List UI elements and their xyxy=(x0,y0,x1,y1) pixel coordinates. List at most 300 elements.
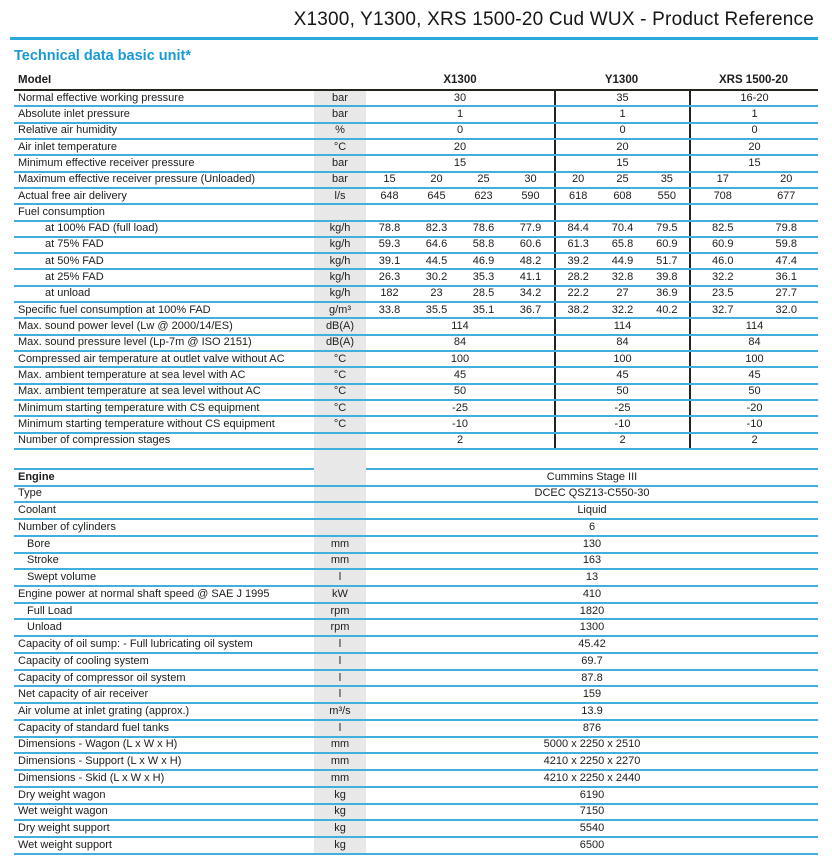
row-label: Capacity of compressor oil system xyxy=(18,672,186,684)
row-label: Air volume at inlet grating (approx.) xyxy=(18,706,190,718)
row-unit: °C xyxy=(333,140,347,153)
table-row xyxy=(14,368,818,384)
model-group-0 xyxy=(366,254,554,268)
value-cell: 79.8 xyxy=(775,222,797,235)
value-cell: 17 xyxy=(716,173,729,186)
row-unit: kg xyxy=(334,805,346,818)
value-cell: 69.7 xyxy=(581,654,603,667)
row-unit: mm xyxy=(330,554,350,567)
table-row xyxy=(14,287,818,303)
row-label: Type xyxy=(18,488,42,500)
row-values xyxy=(366,620,818,635)
model-group-1 xyxy=(554,270,689,284)
row-unit: kg/h xyxy=(329,287,351,300)
value-cell: 39.2 xyxy=(567,254,589,267)
row-values xyxy=(366,417,818,431)
row-label: Bore xyxy=(27,538,51,550)
model-group-2 xyxy=(689,205,818,219)
model-group-0: 20 xyxy=(453,140,467,153)
value-cell: 23.5 xyxy=(712,287,734,300)
row-values xyxy=(366,303,818,317)
row-unit: mm xyxy=(330,771,350,784)
row-unit: l xyxy=(338,571,342,584)
value-cell: 60.9 xyxy=(712,238,734,251)
row-label: Number of compression stages xyxy=(18,435,171,447)
value-cell: 77.9 xyxy=(519,222,542,235)
row-values xyxy=(366,721,818,736)
value-cell: 645 xyxy=(427,189,446,202)
row-label: Max. ambient temperature at sea level without AC xyxy=(18,386,261,398)
row-values xyxy=(366,637,818,652)
row-unit: l xyxy=(338,671,342,684)
model-group-2 xyxy=(689,222,818,236)
row-label: Normal effective working pressure xyxy=(18,92,185,104)
table-row xyxy=(14,254,818,270)
row-unit: g/m³ xyxy=(329,303,351,316)
table-row xyxy=(14,620,818,637)
row-values xyxy=(366,821,818,836)
table-row xyxy=(14,503,818,520)
row-values xyxy=(366,771,818,786)
table-row xyxy=(14,173,818,189)
table-row xyxy=(14,721,818,738)
value-cell: 32.0 xyxy=(775,303,797,316)
value-cell: 182 xyxy=(380,287,399,300)
row-label: Swept volume xyxy=(27,572,97,584)
table-row xyxy=(14,434,818,450)
row-label: Relative air humidity xyxy=(18,125,118,137)
document-title: X1300, Y1300, XRS 1500-20 Cud WUX - Product Reference xyxy=(293,9,814,30)
row-unit: l xyxy=(338,654,342,667)
row-values xyxy=(366,222,818,236)
engine-rows xyxy=(14,470,818,855)
row-values xyxy=(366,368,818,382)
value-cell: 36.7 xyxy=(519,303,542,316)
value-cell: 876 xyxy=(582,721,602,734)
row-unit: rpm xyxy=(330,621,350,634)
row-unit: dB(A) xyxy=(325,336,355,349)
model-header-x1300: X1300 xyxy=(443,74,477,87)
row-unit: mm xyxy=(330,537,350,550)
table-row xyxy=(14,189,818,205)
model-group-1: -10 xyxy=(554,417,689,431)
value-cell: 35.1 xyxy=(472,303,495,316)
table-row xyxy=(14,738,818,755)
model-group-1 xyxy=(554,254,689,268)
table-row xyxy=(14,805,818,822)
value-cell: 38.2 xyxy=(567,303,589,316)
row-unit: % xyxy=(335,124,345,137)
row-unit: kg/h xyxy=(329,254,351,267)
model-group-0: 50 xyxy=(453,385,467,398)
value-cell: 45.42 xyxy=(578,638,606,651)
row-values xyxy=(366,671,818,686)
value-cell: 28.2 xyxy=(567,271,589,284)
model-group-0 xyxy=(366,205,554,219)
value-cell: 44.5 xyxy=(425,254,448,267)
row-values xyxy=(366,503,818,518)
row-unit: kg/h xyxy=(329,238,351,251)
value-cell: 48.2 xyxy=(519,254,542,267)
row-label: Specific fuel consumption at 100% FAD xyxy=(18,304,211,316)
value-cell: 65.8 xyxy=(611,238,634,251)
table-row xyxy=(14,107,818,123)
row-label: at unload xyxy=(45,288,91,300)
model-group-1: 15 xyxy=(554,156,689,170)
row-label: Actual free air delivery xyxy=(18,190,127,202)
row-label: at 25% FAD xyxy=(45,272,104,284)
row-label: Compressed air temperature at outlet valve without AC xyxy=(18,353,285,365)
table-row xyxy=(14,303,818,319)
title-rule xyxy=(10,37,818,40)
value-cell: 1300 xyxy=(579,621,605,634)
table-row xyxy=(14,604,818,621)
table-row xyxy=(14,336,818,352)
value-cell: 550 xyxy=(657,189,676,202)
row-values xyxy=(366,238,818,252)
value-cell: 30 xyxy=(524,173,537,186)
row-label: at 100% FAD (full load) xyxy=(45,223,159,235)
row-unit: kg/h xyxy=(329,271,351,284)
model-group-0 xyxy=(366,287,554,301)
row-unit: mm xyxy=(330,738,350,751)
row-label: Wet weight support xyxy=(18,839,112,851)
row-label: Capacity of standard fuel tanks xyxy=(18,722,170,734)
model-group-2 xyxy=(689,270,818,284)
value-cell: 46.0 xyxy=(712,254,734,267)
model-group-0: 114 xyxy=(451,320,469,333)
model-group-0 xyxy=(366,173,554,187)
row-values xyxy=(366,287,818,301)
row-values xyxy=(366,385,818,399)
row-values xyxy=(366,788,818,803)
value-cell: 623 xyxy=(474,189,493,202)
row-unit: kg/h xyxy=(329,222,351,235)
value-cell: 44.9 xyxy=(611,254,634,267)
model-group-2: 114 xyxy=(689,319,818,333)
model-group-0 xyxy=(366,189,554,203)
row-unit: l xyxy=(338,721,342,734)
value-cell: 36.9 xyxy=(656,287,678,300)
model-group-1: 20 xyxy=(554,140,689,154)
value-cell: 13 xyxy=(585,571,599,584)
row-label: Maximum effective receiver pressure (Unloaded) xyxy=(18,174,255,186)
table-row xyxy=(14,570,818,587)
section-heading: Technical data basic unit* xyxy=(14,48,192,64)
model-group-0: 1 xyxy=(456,107,464,120)
model-group-2: 2 xyxy=(689,434,818,448)
row-values xyxy=(366,520,818,535)
value-cell: 59.8 xyxy=(775,238,797,251)
value-cell: 36.1 xyxy=(775,271,797,284)
value-cell: 6 xyxy=(588,520,596,533)
table-row xyxy=(14,554,818,571)
table-row xyxy=(14,238,818,254)
value-cell: 27.7 xyxy=(775,287,797,300)
row-unit: °C xyxy=(333,401,347,414)
table-row xyxy=(14,470,818,487)
row-unit: m³/s xyxy=(329,705,351,718)
row-values xyxy=(366,704,818,719)
value-cell: 20 xyxy=(780,173,793,186)
value-cell: 41.1 xyxy=(519,271,542,284)
model-headers xyxy=(366,73,818,89)
table-row xyxy=(14,205,818,221)
row-label: Minimum effective receiver pressure xyxy=(18,157,195,169)
model-group-0: -25 xyxy=(452,401,468,414)
value-cell: 26.3 xyxy=(378,271,401,284)
value-cell: Cummins Stage III xyxy=(546,470,638,483)
row-unit: bar xyxy=(332,107,348,120)
row-label: Max. sound power level (Lw @ 2000/14/ES) xyxy=(18,321,233,333)
model-header-xrs1500-20: XRS 1500-20 xyxy=(718,74,789,87)
row-values xyxy=(366,570,818,585)
value-cell: 590 xyxy=(521,189,540,202)
value-cell: 33.8 xyxy=(378,303,401,316)
row-values xyxy=(366,173,818,187)
value-cell: 32.8 xyxy=(611,271,634,284)
table-row xyxy=(14,520,818,537)
row-values xyxy=(366,91,818,105)
row-label: Max. ambient temperature at sea level with AC xyxy=(18,369,246,381)
row-unit: kg xyxy=(334,788,346,801)
value-cell: 23 xyxy=(430,287,443,300)
row-values xyxy=(366,140,818,154)
table-row xyxy=(14,654,818,671)
model-group-2: 45 xyxy=(689,368,818,382)
table-row xyxy=(14,91,818,107)
model-group-0 xyxy=(366,238,554,252)
value-cell: 78.6 xyxy=(472,222,495,235)
row-label: Dimensions - Support (L x W x H) xyxy=(18,756,182,768)
table-row xyxy=(14,788,818,805)
value-cell: 40.2 xyxy=(656,303,678,316)
row-values xyxy=(366,587,818,602)
row-label: Minimum starting temperature without CS equipment xyxy=(18,418,275,430)
table-row xyxy=(14,156,818,172)
table-row xyxy=(14,821,818,838)
model-column-header: Model xyxy=(18,75,52,87)
model-group-1 xyxy=(554,222,689,236)
row-unit: kg xyxy=(334,838,346,851)
row-unit: kW xyxy=(332,587,348,600)
row-label: Dry weight support xyxy=(18,823,110,835)
table-row xyxy=(14,222,818,238)
row-values xyxy=(366,336,818,350)
row-values xyxy=(366,205,818,219)
row-values xyxy=(366,805,818,820)
value-cell: 5540 xyxy=(579,822,605,835)
value-cell: 159 xyxy=(582,688,602,701)
model-group-2 xyxy=(689,189,818,203)
row-values xyxy=(366,254,818,268)
row-unit: mm xyxy=(330,755,350,768)
row-unit: °C xyxy=(333,352,347,365)
row-values xyxy=(366,470,818,485)
value-cell: 20 xyxy=(430,173,443,186)
row-unit: bar xyxy=(332,91,348,104)
value-cell: 39.8 xyxy=(656,271,678,284)
model-group-1 xyxy=(554,205,689,219)
model-group-1: 45 xyxy=(554,368,689,382)
value-cell: 163 xyxy=(582,554,602,567)
model-group-1: 0 xyxy=(554,124,689,138)
row-values xyxy=(366,838,818,853)
model-group-2: 1 xyxy=(689,107,818,121)
model-group-2 xyxy=(689,254,818,268)
table-row xyxy=(14,537,818,554)
table-row xyxy=(14,704,818,721)
table-row xyxy=(14,417,818,433)
table-row xyxy=(14,319,818,335)
table-row xyxy=(14,140,818,156)
value-cell: 78.8 xyxy=(378,222,401,235)
row-values xyxy=(366,754,818,769)
value-cell: 25 xyxy=(616,173,629,186)
model-group-0: 100 xyxy=(450,352,470,365)
model-group-1 xyxy=(554,238,689,252)
value-cell: 70.4 xyxy=(611,222,634,235)
table-row xyxy=(14,352,818,368)
value-cell: 82.5 xyxy=(712,222,734,235)
row-label: Capacity of cooling system xyxy=(18,655,149,667)
value-cell: 46.9 xyxy=(472,254,495,267)
row-label: Stroke xyxy=(27,555,59,567)
row-values xyxy=(366,687,818,702)
value-cell: 608 xyxy=(613,189,632,202)
value-cell: 82.3 xyxy=(425,222,448,235)
model-group-2: 15 xyxy=(689,156,818,170)
row-unit: °C xyxy=(333,385,347,398)
value-cell: 51.7 xyxy=(656,254,678,267)
model-group-1 xyxy=(554,287,689,301)
row-values xyxy=(366,107,818,121)
model-group-2: 20 xyxy=(689,140,818,154)
value-cell: 34.2 xyxy=(519,287,542,300)
model-group-2: 16-20 xyxy=(689,91,818,105)
table-row xyxy=(14,587,818,604)
value-cell: 130 xyxy=(582,537,602,550)
table-row xyxy=(14,838,818,855)
row-values xyxy=(366,537,818,552)
row-values xyxy=(366,156,818,170)
value-cell: 5000 x 2250 x 2510 xyxy=(543,738,641,751)
value-cell: 35 xyxy=(660,173,673,186)
model-group-0: 0 xyxy=(456,124,464,137)
model-group-1: 1 xyxy=(554,107,689,121)
row-unit: kg xyxy=(334,822,346,835)
value-cell: 648 xyxy=(380,189,399,202)
value-cell: 15 xyxy=(383,173,396,186)
row-values xyxy=(366,352,818,366)
model-group-1 xyxy=(554,189,689,203)
model-group-2 xyxy=(689,238,818,252)
model-group-0: 45 xyxy=(453,368,467,381)
model-group-2: 100 xyxy=(689,352,818,366)
model-group-0 xyxy=(366,270,554,284)
row-unit: bar xyxy=(332,173,348,186)
row-values xyxy=(366,554,818,569)
row-values xyxy=(366,319,818,333)
row-label: Absolute inlet pressure xyxy=(18,108,130,120)
value-cell: 35.3 xyxy=(472,271,495,284)
model-group-2: -10 xyxy=(689,417,818,431)
section-gap xyxy=(14,450,818,470)
row-unit: l/s xyxy=(334,189,346,202)
model-group-2: 50 xyxy=(689,385,818,399)
value-cell: 28.5 xyxy=(472,287,495,300)
value-cell: 618 xyxy=(568,189,588,202)
value-cell: 32.7 xyxy=(712,303,734,316)
row-unit: rpm xyxy=(330,604,350,617)
value-cell: 58.8 xyxy=(472,238,495,251)
table-row xyxy=(14,124,818,140)
row-label: Coolant xyxy=(18,505,56,517)
row-label: Dimensions - Wagon (L x W x H) xyxy=(18,739,178,751)
model-group-1: 50 xyxy=(554,385,689,399)
value-cell: 35.5 xyxy=(425,303,448,316)
model-group-2: 0 xyxy=(689,124,818,138)
spec-table xyxy=(14,73,818,855)
model-group-0: 15 xyxy=(453,156,467,169)
row-label: Dry weight wagon xyxy=(18,789,106,801)
row-label: Engine power at normal shaft speed @ SAE J 1995 xyxy=(18,588,270,600)
model-header-y1300: Y1300 xyxy=(604,74,639,87)
value-cell: 79.5 xyxy=(656,222,678,235)
value-cell: 47.4 xyxy=(775,254,797,267)
row-label: Capacity of oil sump: - Full lubricating oil system xyxy=(18,639,253,651)
model-group-2 xyxy=(689,173,818,187)
value-cell: 708 xyxy=(713,189,732,202)
row-unit: bar xyxy=(332,156,348,169)
value-cell: 64.6 xyxy=(425,238,448,251)
value-cell: 32.2 xyxy=(611,303,634,316)
model-group-0: 30 xyxy=(453,91,467,104)
value-cell: 84.4 xyxy=(567,222,589,235)
table-row xyxy=(14,637,818,654)
row-values xyxy=(366,401,818,415)
row-values xyxy=(366,487,818,502)
model-group-1 xyxy=(554,173,689,187)
table-row xyxy=(14,771,818,788)
row-unit: °C xyxy=(333,368,347,381)
model-group-0: 2 xyxy=(456,434,464,447)
model-group-2: 84 xyxy=(689,336,818,350)
table-row xyxy=(14,270,818,286)
value-cell: 32.2 xyxy=(712,271,734,284)
row-label: Net capacity of air receiver xyxy=(18,689,149,701)
table-row xyxy=(14,401,818,417)
table-header-row xyxy=(14,73,818,91)
value-cell: 6500 xyxy=(579,838,605,851)
model-group-2 xyxy=(689,303,818,317)
row-label: Air inlet temperature xyxy=(18,141,118,153)
model-group-0 xyxy=(366,303,554,317)
row-label: Full Load xyxy=(27,605,73,617)
value-cell: 39.1 xyxy=(378,254,401,267)
table-row xyxy=(14,687,818,704)
row-values xyxy=(366,270,818,284)
model-group-1: 35 xyxy=(554,91,689,105)
row-unit: l xyxy=(338,688,342,701)
row-values xyxy=(366,738,818,753)
row-label: at 50% FAD xyxy=(45,255,104,267)
value-cell: 677 xyxy=(777,189,796,202)
row-label: Max. sound pressure level (Lp-7m @ ISO 2151) xyxy=(18,337,252,349)
value-cell: 7150 xyxy=(579,805,605,818)
table-row xyxy=(14,754,818,771)
table-row xyxy=(14,385,818,401)
